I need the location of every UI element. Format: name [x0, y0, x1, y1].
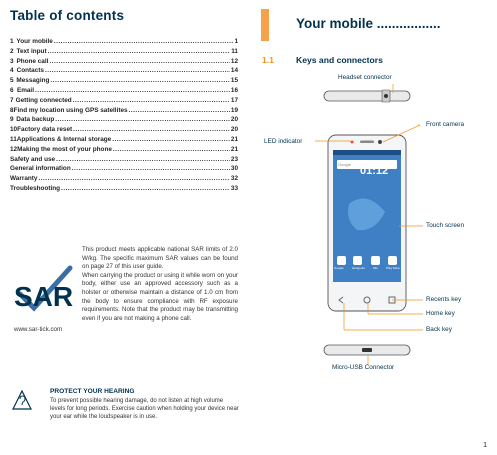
toc-entry-page: 32	[230, 175, 238, 183]
sar-text	[82, 246, 238, 323]
toc-leader-dots	[54, 37, 234, 47]
toc-entry	[10, 145, 238, 155]
toc-entry-page: 21	[230, 145, 238, 153]
toc-entry	[10, 66, 238, 76]
toc-entry-page: 30	[230, 165, 238, 173]
callout-back-key: Back key	[426, 326, 452, 333]
toc-entry-number: 5	[10, 77, 14, 85]
toc-leader-dots	[73, 96, 230, 106]
dock-app: Mix	[373, 266, 378, 270]
toc-leader-dots	[56, 155, 230, 165]
toc-entry-number: 9	[10, 116, 14, 124]
toc-entry-label: Making the most of your phone	[17, 145, 112, 153]
toc-leader-dots	[45, 66, 230, 76]
toc-entry-label: Warranty	[10, 175, 38, 183]
callout-touch-screen: Touch screen	[426, 222, 465, 229]
toc-entry	[10, 174, 238, 184]
toc-entry-label: Phone call	[16, 57, 49, 65]
sar-block	[8, 246, 238, 376]
toc-entry-label: Your mobile	[16, 38, 53, 45]
toc-entry	[10, 47, 238, 57]
toc-entry	[10, 115, 238, 125]
callout-home-key: Home key	[426, 310, 455, 317]
sar-logo-icon	[12, 264, 74, 322]
toc-leader-dots	[55, 115, 230, 125]
toc-entry-page: 19	[230, 106, 238, 114]
toc-leader-dots	[50, 76, 229, 86]
toc-entry	[10, 96, 238, 106]
toc-entry-label: Data backup	[16, 116, 55, 124]
toc-leader-dots	[49, 57, 229, 67]
toc-entry-number: 10	[10, 126, 18, 134]
toc-entry	[10, 135, 238, 145]
toc-entry-page: 20	[230, 116, 238, 124]
toc-entry	[10, 106, 238, 116]
toc-entry	[10, 76, 238, 86]
dock-app: Play Store	[386, 266, 400, 270]
toc-entry	[10, 125, 238, 135]
toc-leader-dots	[38, 174, 229, 184]
section-title: Keys and connectors	[296, 55, 383, 65]
phone-clock: 01:12	[360, 165, 389, 177]
toc-entry-label: Troubleshooting	[10, 184, 61, 192]
callout-recents-key: Recents key	[426, 296, 462, 303]
callout-led-indicator: LED indicator	[264, 138, 303, 145]
toc-leader-dots	[72, 164, 230, 174]
callout-micro-usb: Micro-USB Connector	[332, 364, 395, 371]
toc-entry-label: Factory data reset	[17, 126, 73, 134]
toc-entry-page: 15	[230, 77, 238, 85]
toc-entry	[10, 57, 238, 67]
toc-entry	[10, 37, 238, 47]
toc-entry	[10, 164, 238, 174]
toc-entry-label: Text input	[16, 47, 47, 55]
toc-entry-label: Getting connected	[15, 96, 72, 104]
toc-entry	[10, 184, 238, 194]
hearing-text: To prevent possible hearing damage, do not listen at high volume levels for long periods. Exercise caution when holding your device near your ear while the loudspeaker is in use.	[50, 398, 239, 421]
toc-entry-number: 4	[10, 67, 14, 75]
toc-leader-dots	[35, 86, 230, 96]
toc-entry-page: 11	[231, 47, 238, 55]
toc-entry-label: Applications & Internal storage	[16, 135, 112, 143]
sar-url: www.sar-tick.com	[14, 326, 63, 333]
chapter-title: Your mobile .................	[296, 16, 441, 31]
toc-entry-label: Contacts	[16, 67, 44, 75]
toc-entry-page: 20	[230, 126, 238, 134]
toc-entry-number: 12	[10, 145, 18, 153]
toc-entry-page: 33	[230, 184, 238, 192]
chapter-page	[258, 0, 497, 455]
table-of-contents	[10, 8, 238, 194]
toc-entry-number: 7	[10, 96, 14, 104]
dock-app: Hangouts	[352, 266, 365, 270]
toc-entry-label: Safety and use	[10, 155, 56, 163]
sar-paragraph-1: This product meets applicable national SAR limits of 2.0 W/kg. The specific maximum SAR values can be found on page 27 of this user guide.	[82, 246, 238, 271]
toc-entry	[10, 86, 238, 96]
toc-entry-number: 11	[10, 135, 17, 143]
toc-entry-number: 2	[10, 47, 14, 55]
toc-leader-dots	[73, 125, 230, 135]
toc-entry-page: 12	[230, 57, 238, 65]
callout-headset-connector: Headset connector	[338, 74, 392, 81]
toc-entry-label: Messaging	[16, 77, 50, 85]
toc-title: Table of contents	[10, 8, 125, 23]
dock-app: Google	[334, 266, 344, 270]
toc-list	[10, 37, 238, 194]
toc-leader-dots	[48, 47, 231, 57]
phone-search-hint: Google	[338, 162, 351, 167]
toc-entry-label: General information	[10, 165, 71, 173]
sar-paragraph-2: When carrying the product or using it while worn on your body, either use an approved accessory such as a holster or otherwise maintain a distance of 1.0 cm from the body to ensure compliance with RF exposure requirements. Note that the product may be transmitting even if you are not making a phone call.	[82, 271, 238, 322]
svg-text:SAR: SAR	[14, 281, 74, 312]
toc-entry-page: 23	[230, 155, 238, 163]
toc-entry-label: Find my location using GPS satellites	[13, 106, 128, 114]
toc-entry	[10, 155, 238, 165]
toc-leader-dots	[129, 106, 230, 116]
toc-leader-dots	[112, 135, 230, 145]
toc-entry-number: 8	[10, 106, 14, 114]
toc-entry-number: 6	[10, 86, 14, 94]
toc-entry-number: 3	[10, 57, 14, 65]
toc-entry-page: 14	[230, 67, 238, 75]
page-number: 1	[483, 442, 487, 449]
toc-entry-page: 16	[230, 86, 238, 94]
toc-entry-page: 17	[230, 96, 238, 104]
toc-entry-label: Email	[16, 86, 34, 94]
toc-leader-dots	[61, 184, 230, 194]
toc-entry-page: 21	[230, 135, 238, 143]
section-number: 1.1	[262, 55, 274, 65]
hearing-title: PROTECT YOUR HEARING	[50, 388, 135, 395]
toc-entry-number: 1	[10, 38, 14, 45]
callout-front-camera: Front camera	[426, 121, 465, 128]
toc-leader-dots	[113, 145, 230, 155]
ear-warning-icon	[12, 390, 32, 412]
toc-entry-page: 1	[234, 38, 238, 45]
